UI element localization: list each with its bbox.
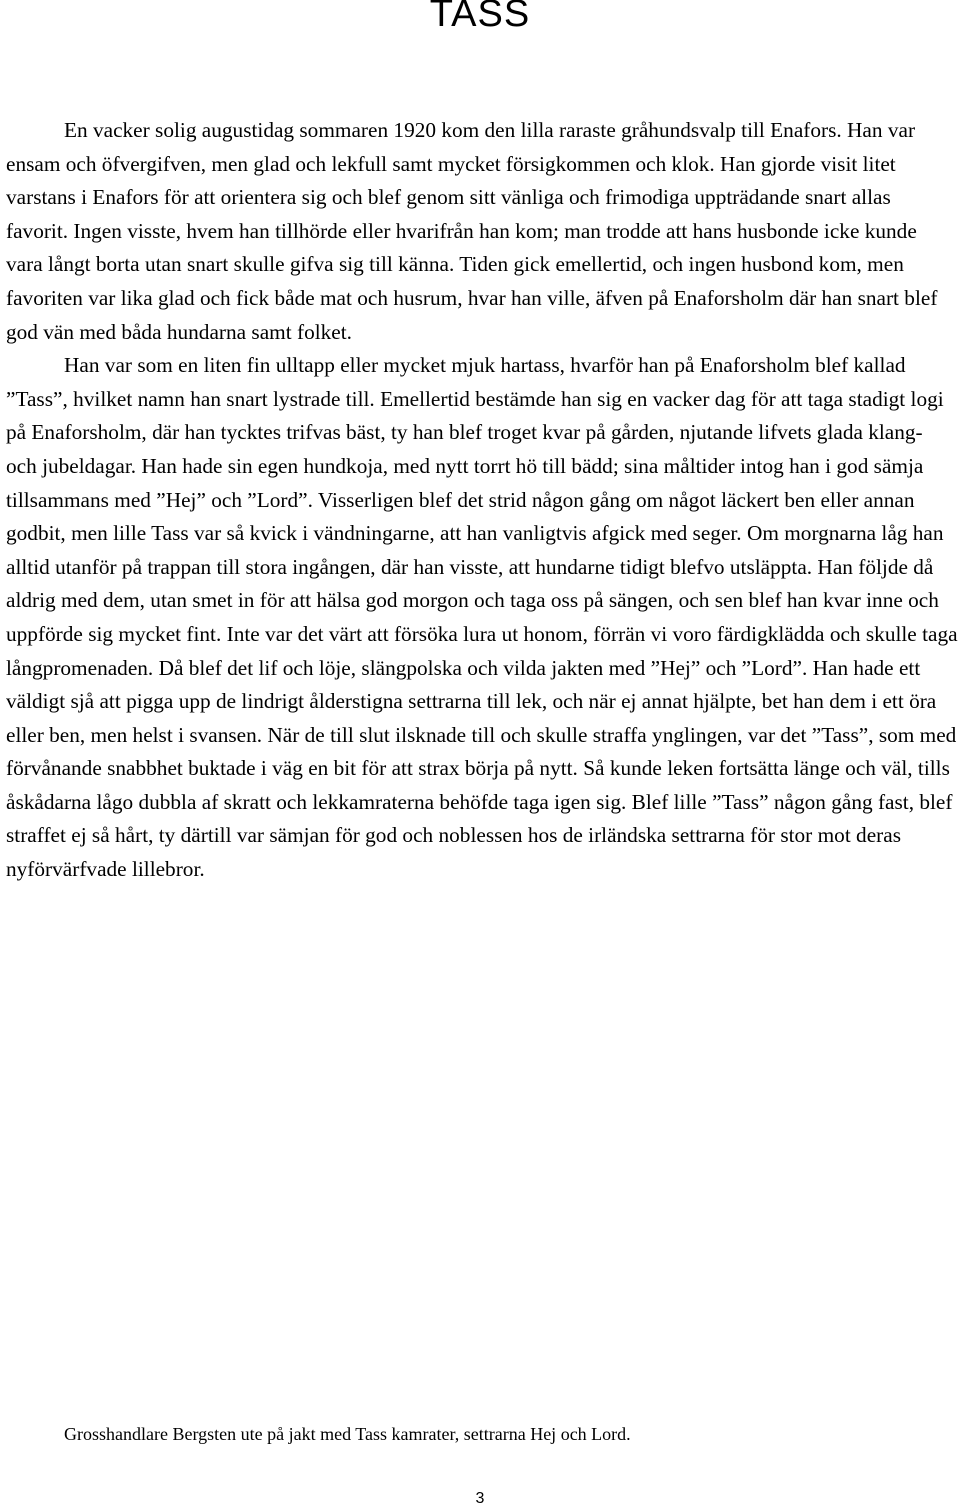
- photo-caption: Grosshandlare Bergsten ute på jakt med Tass kamrater, settrarna Hej och Lord.: [64, 1424, 631, 1444]
- page-title: TASS: [429, 0, 531, 35]
- body-text: [6, 114, 958, 887]
- paragraph-1: En vacker solig augustidag sommaren 1920 kom den lilla raraste gråhundsvalp till Enafors. Han var ensam och öfvergifven, men glad och lekfull samt mycket försigkommen och klok. Han gjorde visit litet varstans i Enafors för att orientera sig och blef genom sitt vänliga och frimodiga uppträdande snart allas favorit. Ingen visste, hvem han tillhörde eller hvarifrån han kom; man trodde att hans husbonde icke kunde vara långt borta utan snart skulle gifva sig till känna. Tiden gick emellertid, och ingen husbond kom, men favoriten var lika glad och fick både mat och husrum, hvar han ville, äfven på Enaforsholm där han snart blef god vän med båda hundarna samt folket.: [6, 118, 938, 344]
- page-number: 3: [475, 1490, 485, 1507]
- paragraph-2: Han var som en liten fin ulltapp eller mycket mjuk hartass, hvarför han på Enaforsholm blef kallad ”Tass”, hvilket namn han snart lystrade till. Emellertid bestämde han sig en vacker dag för att taga stadigt logi på Enaforsholm, där han tycktes trifvas bäst, ty han blef troget kvar på gården, njutande lifvets glada klang- och jubeldagar. Han hade sin egen hundkoja, med nytt torrt hö till bädd; sina måltider intog han i god sämja tillsammans med ”Hej” och ”Lord”. Visserligen blef det strid någon gång om något läckert ben eller annan godbit, men lille Tass var så kvick i vändningarne, att han vanligtvis afgick med seger. Om morgnarna låg han alltid utanför på trappan till stora ingången, där han visste, att hundarne tidigt blefvo utsläppta. Han följde då aldrig med dem, utan smet in för att hälsa god morgon och taga oss på sängen, och sen blef han kvar inne och uppförde sig mycket fint. Inte var det värt att försöka lura ut honom, förrän vi voro färdigklädda och skulle taga långpromenaden. Då blef det lif och löje, slängpolska och vilda jakten med ”Hej” och ”Lord”. Han hade ett väldigt sjå att pigga upp de lindrigt ålderstigna settrarna till lek, och när ej annat hjälpte, bet han dem i ett öra eller ben, men helst i svansen. När de till slut ilsknade till och skulle straffa ynglingen, var det ”Tass”, som med förvånande snabbhet buktade i väg en bit för att strax börja på nytt. Så kunde leken fortsätta länge och väl, tills åskådarna lågo dubbla af skratt och lekkamraterna behöfde taga igen sig. Blef lille ”Tass” någon gång fast, blef straffet ej så hårt, ty därtill var sämjan för god och noblessen hos de irländska settrarna för stor mot deras nyförvärfvade lillebror.: [6, 353, 958, 882]
